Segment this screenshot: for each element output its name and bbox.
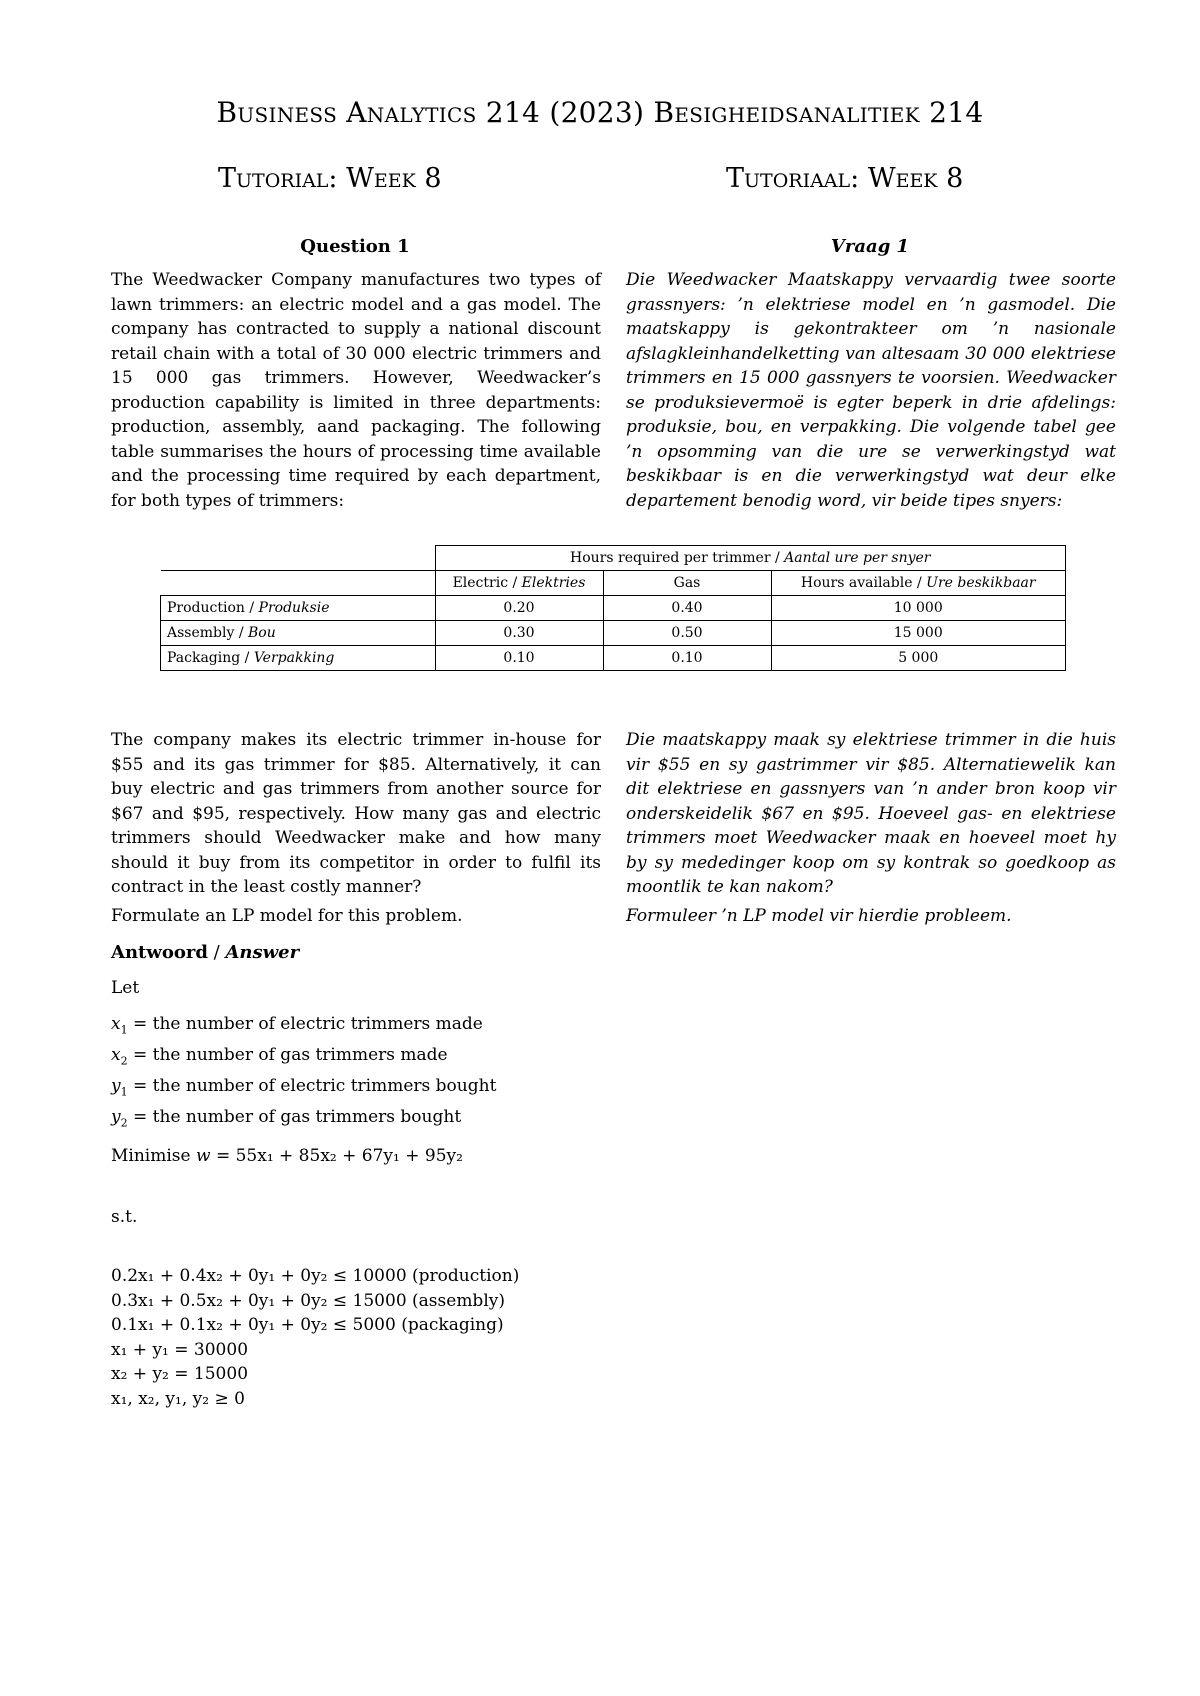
separator: / bbox=[244, 600, 259, 616]
cell-available: 10 000 bbox=[771, 596, 1066, 621]
def-var: y bbox=[111, 1075, 121, 1096]
col-electric-af: Elektries bbox=[521, 575, 586, 591]
cell-gas: 0.10 bbox=[603, 646, 771, 671]
question-heading-english: Question 1 bbox=[300, 236, 410, 257]
table-corner-blank-2 bbox=[161, 571, 436, 596]
definition-line bbox=[111, 1074, 496, 1105]
def-sub: 1 bbox=[120, 1085, 128, 1099]
subtitle-afrikaans: Tutoriaal: Week 8 bbox=[726, 163, 964, 194]
group-header-en: Hours required per trimmer bbox=[570, 550, 771, 566]
row-label-af: Bou bbox=[248, 625, 276, 641]
col-available-af: Ure beskikbaar bbox=[926, 575, 1036, 591]
group-header-af: Aantal ure per snyer bbox=[784, 550, 931, 566]
row-label bbox=[161, 646, 436, 671]
row-label-en: Production bbox=[167, 600, 245, 616]
question-intro-english: The Weedwacker Company manufactures two types of lawn trimmers: an electric model and a gas model. The company has contracted to supply a national discount retail chain with a total of 30 000 electric trimmers and 15 000 gas trimmers. However, Weedwacker’s production capability is limited in three departments: production, assembly, aand packaging. The following table summarises the hours of processing time available and the processing time required by each department, for both types of trimmers: bbox=[111, 270, 601, 511]
def-text: = the number of gas trimmers made bbox=[127, 1044, 448, 1065]
def-text: = the number of electric trimmers made bbox=[127, 1014, 483, 1034]
table-corner-blank bbox=[161, 546, 436, 571]
row-label bbox=[161, 596, 436, 621]
definition-line bbox=[111, 1105, 496, 1136]
answer-heading-af: Antwoord bbox=[111, 942, 208, 963]
objective-prefix: Minimise bbox=[111, 1146, 196, 1166]
row-label-en: Assembly bbox=[167, 625, 235, 641]
cell-electric: 0.20 bbox=[435, 596, 603, 621]
objective-var: w bbox=[195, 1146, 211, 1166]
constraints-block bbox=[111, 1264, 519, 1411]
constraint-line: 0.1x₁ + 0.1x₂ + 0y₁ + 0y₂ ≤ 5000 (packaging) bbox=[111, 1315, 504, 1335]
table-row bbox=[161, 621, 1066, 646]
question-body-afrikaans: Die maatskappy maak sy elektriese trimmer in die huis vir $55 en sy gastrimmer vir $85. Alternatiewelik kan dit elektriese en gassnyers van ’n ander bron koop vir onderskeidelik $67 en $95. Hoeveel gas- en elektriese trimmers moet Weedwacker maak en hoeveel moet hy by sy mededinger koop om sy kontrak so goedkoop as moontlik te kan nakom? bbox=[626, 730, 1116, 897]
cell-available: 15 000 bbox=[771, 621, 1066, 646]
row-label bbox=[161, 621, 436, 646]
objective-expression: = 55x₁ + 85x₂ + 67y₁ + 95y₂ bbox=[210, 1146, 463, 1166]
column-header-electric bbox=[435, 571, 603, 596]
task-afrikaans: Formuleer ’n LP model vir hierdie probleem. bbox=[626, 906, 1012, 926]
constraint-line: x₁ + y₁ = 30000 bbox=[111, 1339, 249, 1360]
table-group-header-row bbox=[161, 546, 1066, 571]
def-sub: 1 bbox=[120, 1023, 128, 1037]
answer-heading bbox=[111, 942, 299, 963]
hours-table bbox=[160, 545, 1066, 671]
separator: / bbox=[770, 550, 785, 566]
def-sub: 2 bbox=[120, 1116, 128, 1130]
constraint-line: 0.2x₁ + 0.4x₂ + 0y₁ + 0y₂ ≤ 10000 (production) bbox=[111, 1266, 520, 1286]
page-title: Business Analytics 214 (2023) Besigheidsanalitiek 214 bbox=[216, 96, 984, 129]
task-english: Formulate an LP model for this problem. bbox=[111, 906, 463, 926]
column-header-gas: Gas bbox=[603, 571, 771, 596]
separator: / bbox=[912, 575, 927, 591]
def-var: x bbox=[111, 1014, 121, 1034]
question-intro-afrikaans: Die Weedwacker Maatskappy vervaardig twee soorte grassnyers: ’n elektriese model en ’n gasmodel. Die maatskappy is gekontrakteer om ’n nasionale afslagkleinhandelketting van altesaam 30 000 elektriese trimmers en 15 000 gassnyers te voorsien. Weedwacker se produksievermoë is egter beperk in drie afdelings: produksie, bou, en verpakking. Die volgende tabel gee ’n opsomming van die ure se verwerkingstyd wat beskikbaar is en die verwerkingstyd wat deur elke departement benodig word, vir beide tipes snyers: bbox=[626, 270, 1116, 511]
cell-electric: 0.10 bbox=[435, 646, 603, 671]
separator: / bbox=[234, 625, 249, 641]
definition-line bbox=[111, 1012, 496, 1043]
constraint-line: x₁, x₂, y₁, y₂ ≥ 0 bbox=[111, 1388, 245, 1409]
variable-definitions bbox=[111, 1012, 496, 1136]
row-label-af: Verpakking bbox=[253, 650, 335, 666]
cell-electric: 0.30 bbox=[435, 621, 603, 646]
answer-heading-en: Answer bbox=[225, 942, 300, 963]
constraint-line: x₂ + y₂ = 15000 bbox=[111, 1364, 249, 1384]
table-row bbox=[161, 646, 1066, 671]
def-sub: 2 bbox=[120, 1054, 128, 1068]
cell-gas: 0.40 bbox=[603, 596, 771, 621]
constraint-line: 0.3x₁ + 0.5x₂ + 0y₁ + 0y₂ ≤ 15000 (assembly) bbox=[111, 1290, 505, 1311]
def-var: y bbox=[111, 1106, 121, 1127]
table-row bbox=[161, 596, 1066, 621]
table-group-header bbox=[435, 546, 1066, 571]
cell-available: 5 000 bbox=[771, 646, 1066, 671]
subject-to: s.t. bbox=[111, 1207, 138, 1227]
let-text: Let bbox=[111, 978, 140, 998]
cell-gas: 0.50 bbox=[603, 621, 771, 646]
table-column-header-row bbox=[161, 571, 1066, 596]
subtitle-english: Tutorial: Week 8 bbox=[218, 163, 442, 194]
separator: / bbox=[508, 575, 522, 591]
row-label-en: Packaging bbox=[167, 650, 241, 666]
definition-line bbox=[111, 1043, 496, 1074]
column-header-available bbox=[771, 571, 1066, 596]
col-electric-en: Electric bbox=[452, 575, 509, 591]
question-heading-afrikaans: Vraag 1 bbox=[830, 236, 910, 257]
col-available-en: Hours available bbox=[800, 575, 913, 591]
row-label-af: Produksie bbox=[258, 600, 330, 616]
objective-function bbox=[111, 1146, 463, 1166]
def-text: = the number of electric trimmers bought bbox=[127, 1075, 497, 1096]
def-var: x bbox=[111, 1044, 121, 1065]
separator: / bbox=[240, 650, 254, 666]
def-text: = the number of gas trimmers bought bbox=[127, 1106, 462, 1127]
question-body-english: The company makes its electric trimmer in-house for $55 and its gas trimmer for $85. Alternatively, it can buy electric and gas trimmers from another source for $67 and $95, respectively. How many gas and electric trimmers should Weedwacker make and how many should it buy from its competitor in order to fulfil its contract in the least costly manner? bbox=[111, 730, 601, 897]
separator: / bbox=[207, 942, 226, 963]
